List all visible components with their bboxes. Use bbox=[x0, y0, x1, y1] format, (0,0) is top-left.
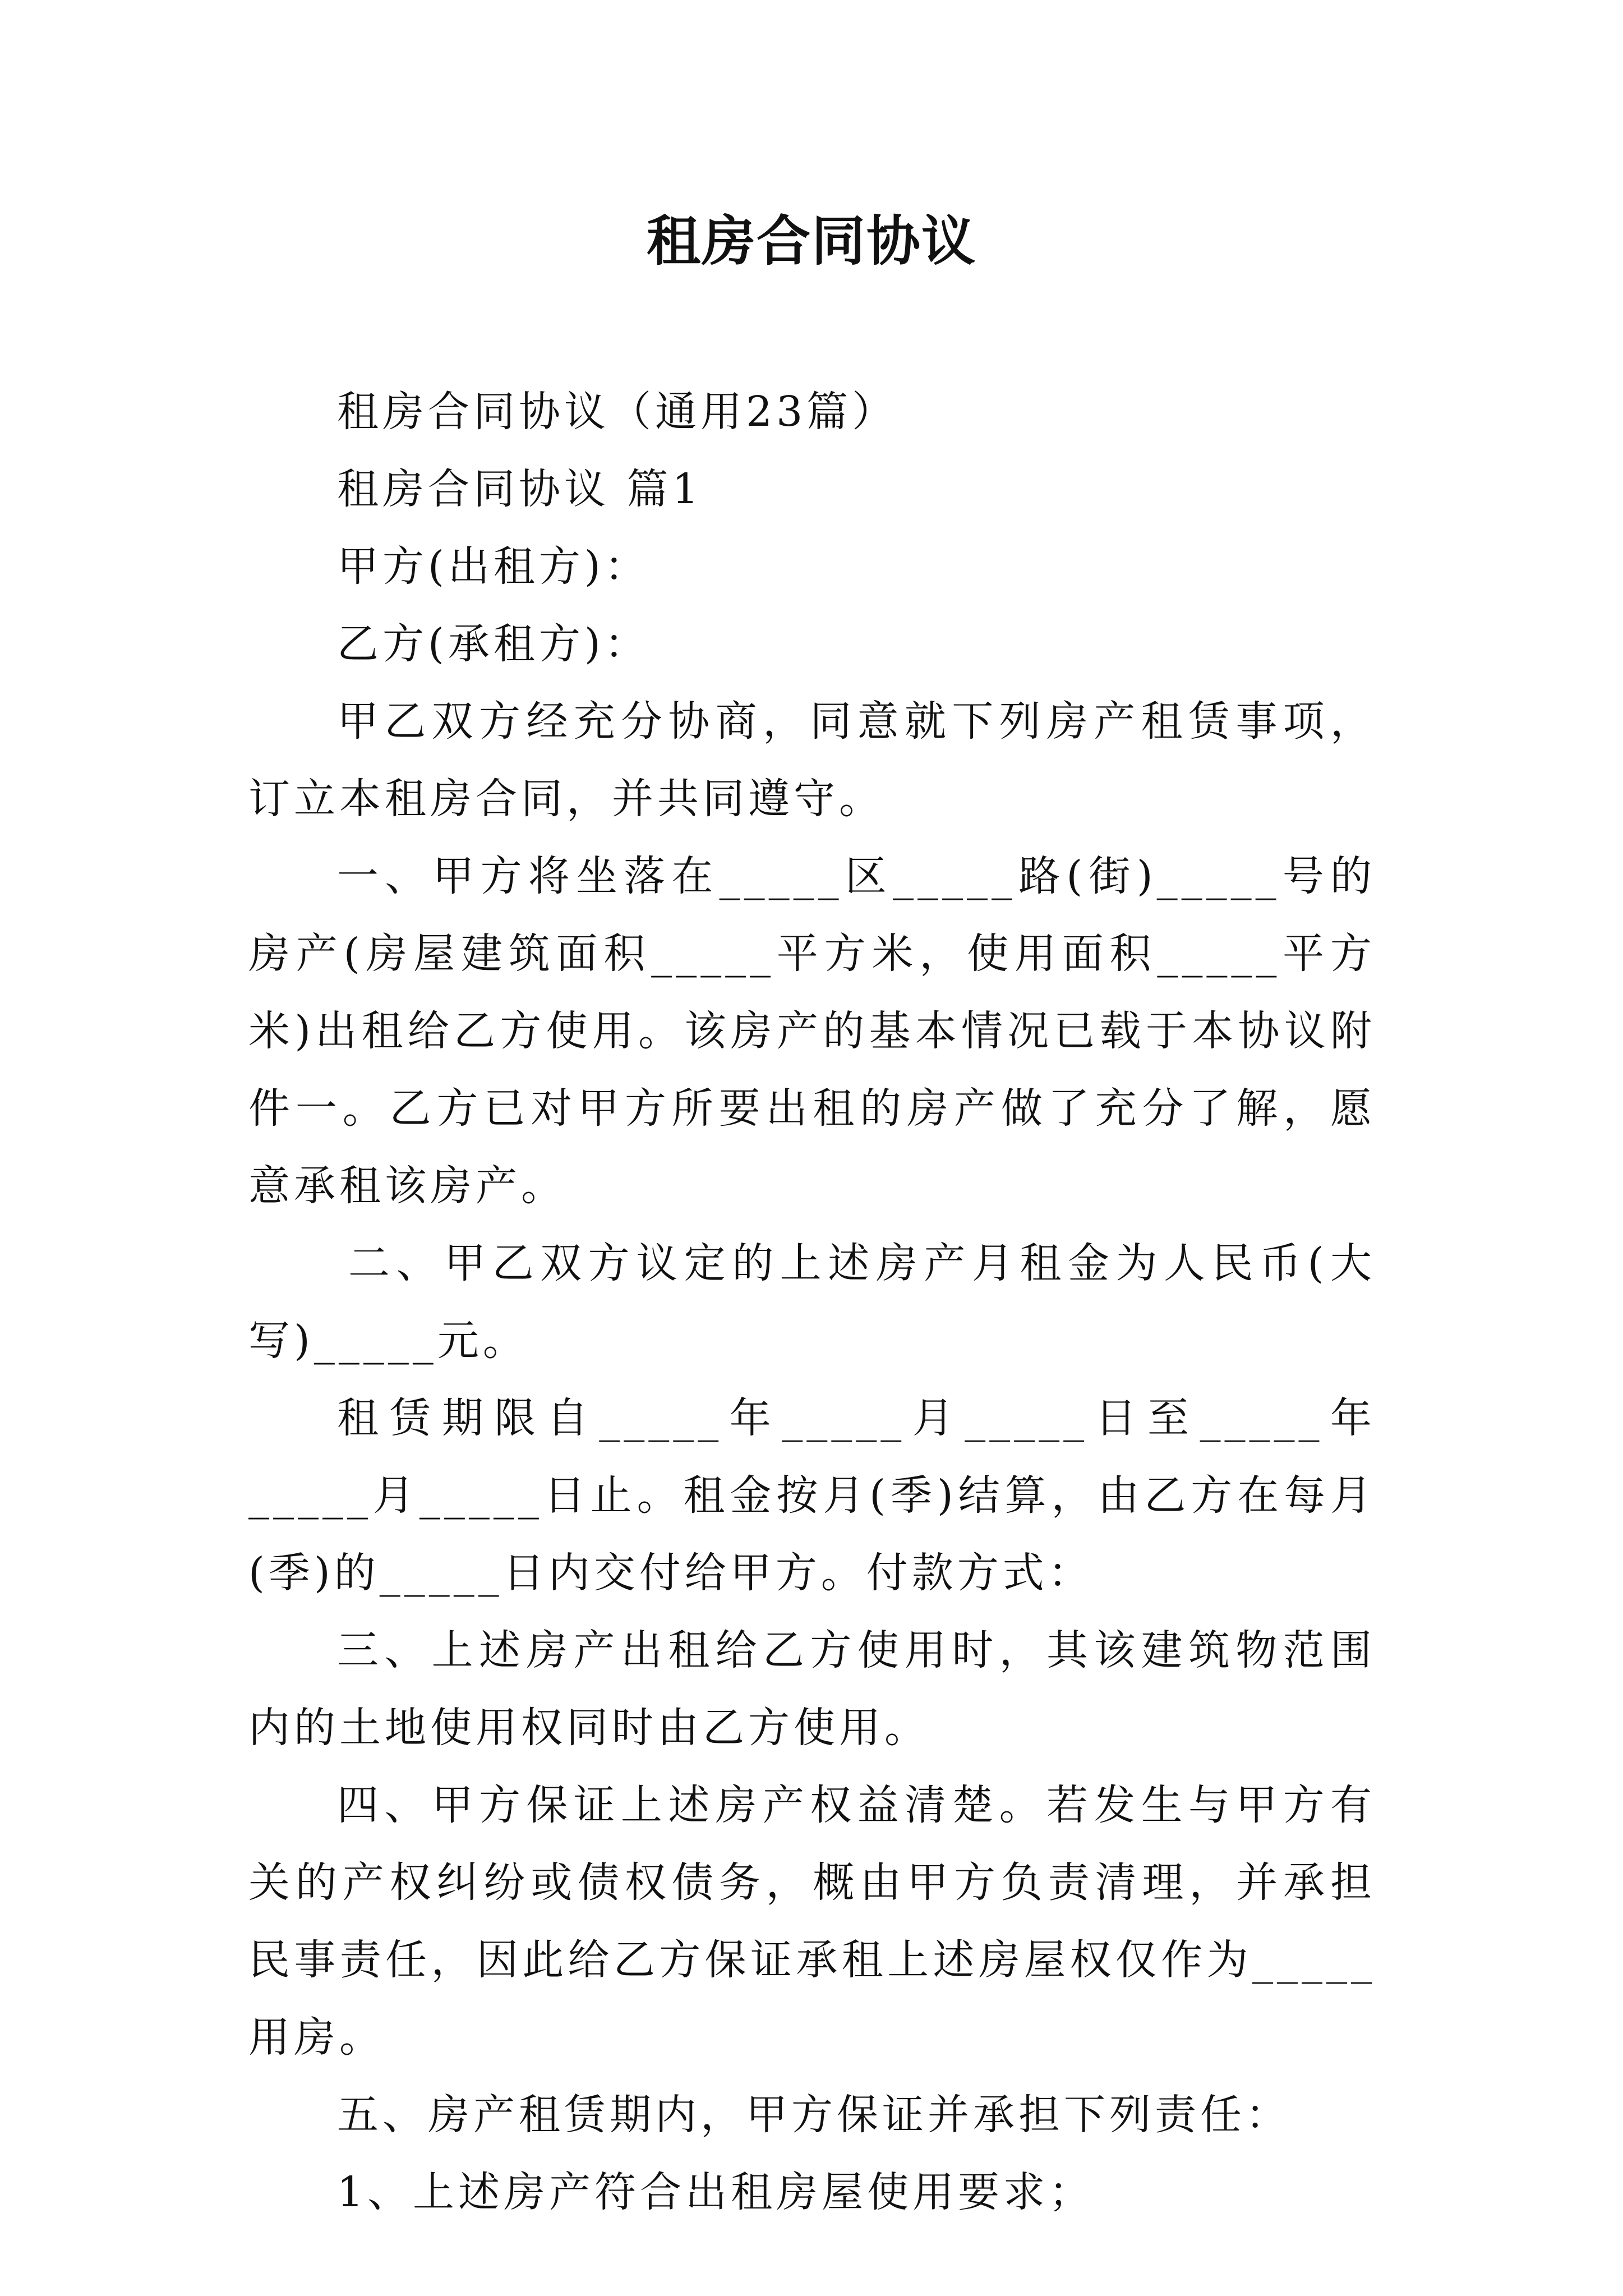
page-title: 租房合同协议 bbox=[647, 209, 976, 273]
paragraph-intro: 甲乙双方经充分协商，同意就下列房产租赁事项，订立本租房合同，并共同遵守。 bbox=[248, 697, 1376, 823]
document-body bbox=[248, 373, 1376, 2231]
subtitle-line: 租房合同协议（通用23篇） bbox=[337, 388, 898, 436]
paragraph-clause-4: 四、甲方保证上述房产权益清楚。若发生与甲方有关的产权纠纷或债权债务，概由甲方负责清理，并承担民事责任，因此给乙方保证承租上述房屋权仅作为_____用房。 bbox=[248, 1781, 1376, 2062]
paragraph-clause-1: 一、甲方将坐落在_____区_____路(街)_____号的房产(房屋建筑面积_____平方米，使用面积_____平方米)出租给乙方使用。该房产的基本情况已载于本协议附件一。乙方已对甲方所要出租的房产做了充分了解，愿意承租该房产。 bbox=[248, 852, 1376, 1210]
paragraph-term: 租赁期限自_____年_____月_____日至_____年_____月_____日止。租金按月(季)结算，由乙方在每月(季)的_____日内交付给甲方。付款方式： bbox=[248, 1394, 1376, 1597]
paragraph-clause-2: 二、甲乙双方议定的上述房产月租金为人民币(大写)_____元。 bbox=[248, 1239, 1376, 1365]
party-a-line: 甲方(出租方)： bbox=[337, 542, 650, 591]
party-b-line: 乙方(承租方)： bbox=[337, 620, 650, 668]
section-heading: 租房合同协议 篇1 bbox=[337, 465, 703, 513]
paragraph-clause-3: 三、上述房产出租给乙方使用时，其该建筑物范围内的土地使用权同时由乙方使用。 bbox=[248, 1626, 1376, 1752]
paragraph-item-1: 1、上述房产符合出租房屋使用要求； bbox=[337, 2168, 1095, 2216]
paragraph-clause-5: 五、房产租赁期内，甲方保证并承担下列责任： bbox=[337, 2091, 1291, 2139]
